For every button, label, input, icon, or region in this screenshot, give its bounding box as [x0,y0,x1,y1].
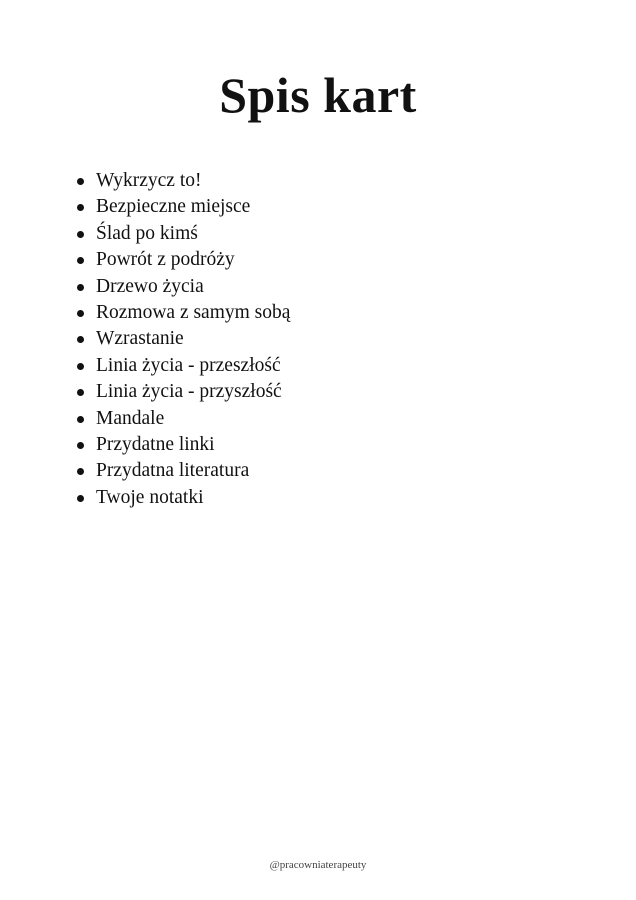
list-item-label: Ślad po kimś [96,222,198,244]
list-item [76,406,290,432]
list-item [76,379,290,405]
bullet-icon [77,284,84,291]
bullet-icon [77,363,84,370]
bullet-icon [77,389,84,396]
bullet-icon [77,257,84,264]
bullet-icon [77,442,84,449]
bullet-icon [77,310,84,317]
list-item-label: Wzrastanie [96,328,184,350]
list-item-label: Rozmowa z samym sobą [96,301,291,323]
list-item [76,353,290,379]
bullet-icon [77,231,84,238]
list-item-label: Powrót z podróży [96,249,235,271]
list-item [76,432,290,458]
list-item [76,458,290,484]
list-item [76,247,290,273]
list-item-label: Twoje notatki [96,486,204,508]
bullet-icon [77,495,84,502]
list-item [76,300,290,326]
bullet-icon [77,336,84,343]
list-item-label: Linia życia - przyszłość [96,381,282,403]
list-item-label: Przydatne linki [96,433,215,455]
list-item-label: Mandale [96,407,165,429]
list-item-label: Wykrzycz to! [96,170,202,191]
list-item [76,221,290,247]
list-item-label: Linia życia - przeszłość [96,354,281,376]
list-item-label: Bezpieczne miejsce [96,196,251,218]
list-item-label: Drzewo życia [96,275,204,297]
list-item [76,485,290,511]
bullet-icon [77,204,84,211]
list-item-label: Przydatna literatura [96,460,250,482]
bullet-icon [77,416,84,423]
list-item [76,274,290,300]
bullet-icon [77,178,84,185]
list-item [76,326,290,352]
bullet-icon [77,468,84,475]
footer-handle: @pracowniaterapeuty [269,859,367,871]
card-list [76,168,290,511]
page-title: Spis kart [219,67,417,123]
list-item [76,194,290,220]
list-item [76,168,290,194]
